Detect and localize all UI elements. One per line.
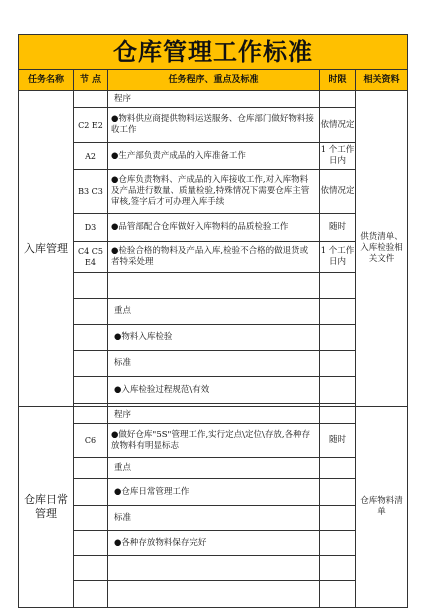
task-name-inbound: 入库管理 bbox=[19, 91, 74, 407]
step-content: ●做好仓库"5S"管理工作,实行定点\定位\存放,各种存放物料有明显标志 bbox=[108, 424, 320, 458]
key-item: ●仓库日常管理工作 bbox=[108, 479, 320, 506]
header-resources: 相关资料 bbox=[356, 70, 408, 91]
standard-item: ●入库检验过程规范\有效 bbox=[108, 377, 320, 404]
time-limit-cell: 依情况定 bbox=[320, 108, 356, 143]
step-content: ●品管部配合仓库做好入库物料的品质检验工作 bbox=[108, 214, 320, 242]
procedure-label: 程序 bbox=[108, 407, 320, 424]
header-time-limit: 时限 bbox=[320, 70, 356, 91]
table-row bbox=[19, 242, 408, 273]
table-row bbox=[19, 407, 408, 424]
table-row bbox=[19, 170, 408, 214]
table-row bbox=[19, 91, 408, 108]
table-row bbox=[19, 556, 408, 581]
node-cell: C4 C5 E4 bbox=[74, 242, 108, 273]
step-content: ●检验合格的物料及产品入库,检验不合格的做退货或者特采处理 bbox=[108, 242, 320, 273]
table-row bbox=[19, 506, 408, 531]
table-row bbox=[19, 531, 408, 556]
node-cell: D3 bbox=[74, 214, 108, 242]
table-row bbox=[19, 273, 408, 299]
work-standard-sheet bbox=[18, 34, 407, 608]
page-title: 仓库管理工作标准 bbox=[19, 35, 408, 70]
standard-label: 标准 bbox=[108, 351, 320, 377]
node-cell: C2 E2 bbox=[74, 108, 108, 143]
header-row bbox=[19, 70, 408, 91]
table-row bbox=[19, 143, 408, 170]
table-row bbox=[19, 325, 408, 351]
standard-label: 标准 bbox=[108, 506, 320, 531]
header-task-name: 任务名称 bbox=[19, 70, 74, 91]
key-label: 重点 bbox=[108, 458, 320, 479]
table-row bbox=[19, 479, 408, 506]
procedure-label: 程序 bbox=[108, 91, 320, 108]
table-row bbox=[19, 351, 408, 377]
time-limit-cell: 随时 bbox=[320, 214, 356, 242]
time-limit-cell: 1 个工作日内 bbox=[320, 242, 356, 273]
node-cell: B3 C3 bbox=[74, 170, 108, 214]
key-item: ●物料入库检验 bbox=[108, 325, 320, 351]
table-row bbox=[19, 299, 408, 325]
table-row bbox=[19, 108, 408, 143]
standard-item: ●各种存放物料保存完好 bbox=[108, 531, 320, 556]
table-row bbox=[19, 458, 408, 479]
title-row bbox=[19, 35, 408, 70]
time-limit-cell: 随时 bbox=[320, 424, 356, 458]
step-content: ●生产部负责产成品的入库准备工作 bbox=[108, 143, 320, 170]
resources-inbound: 供货清单、入库检验相关文件 bbox=[356, 91, 408, 407]
header-procedure: 任务程序、重点及标准 bbox=[108, 70, 320, 91]
resources-daily: 仓库物料清单 bbox=[356, 407, 408, 608]
node-cell: A2 bbox=[74, 143, 108, 170]
key-label: 重点 bbox=[108, 299, 320, 325]
table-row bbox=[19, 424, 408, 458]
table-row bbox=[19, 214, 408, 242]
table-row bbox=[19, 581, 408, 608]
header-node: 节 点 bbox=[74, 70, 108, 91]
time-limit-cell: 1 个工作日内 bbox=[320, 143, 356, 170]
table-row bbox=[19, 377, 408, 404]
task-name-daily: 仓库日常管理 bbox=[19, 407, 74, 608]
step-content: ●仓库负责物料、产成品的入库接收工作,对入库物料及产品进行数量、质量检验,特殊情况下需要仓库主管审核,签字后才可办理入库手续 bbox=[108, 170, 320, 214]
work-standard-table bbox=[18, 34, 408, 608]
step-content: ●物料供应商提供物料运送服务、仓库部门做好物料接收工作 bbox=[108, 108, 320, 143]
time-limit-cell: 依情况定 bbox=[320, 170, 356, 214]
node-cell: C6 bbox=[74, 424, 108, 458]
